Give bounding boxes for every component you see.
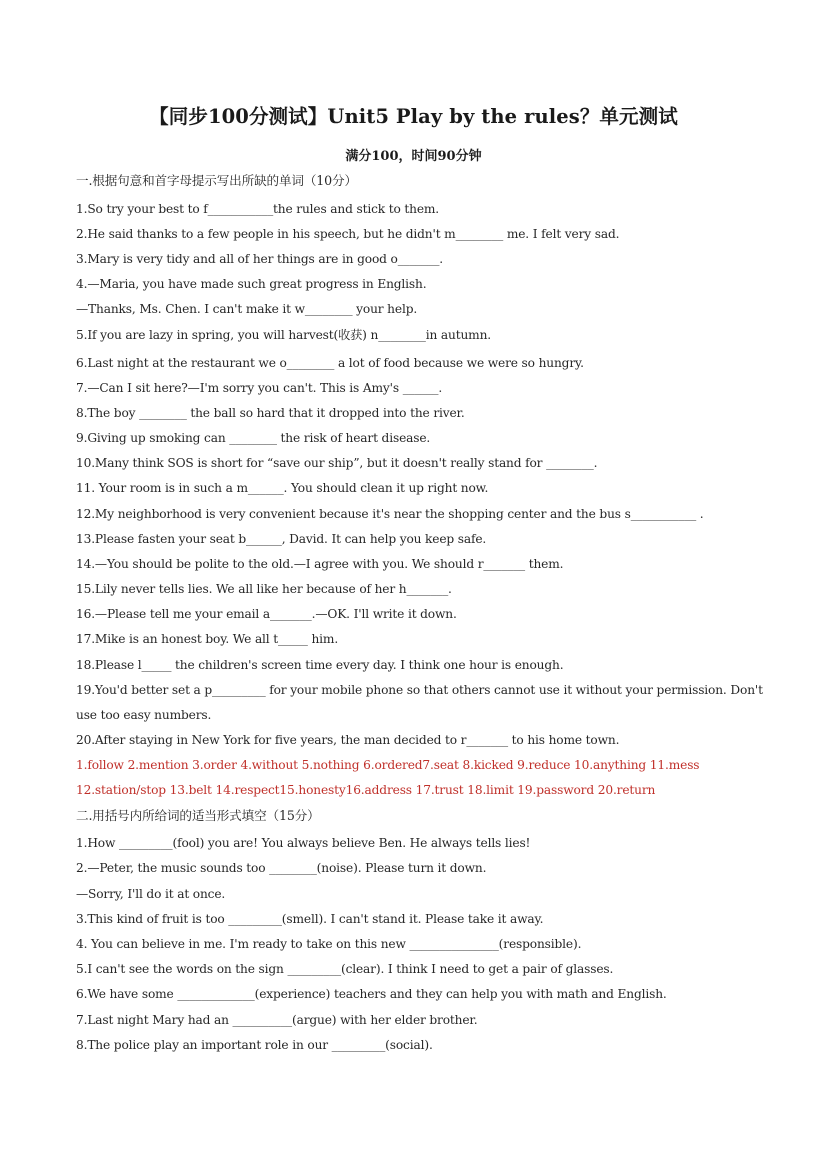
question-line: 16.—Please tell me your email a_______.—OK. I'll write it down. [76, 607, 457, 621]
question-line: 1.How _________(fool) you are! You always believe Ben. He always tells lies! [76, 836, 531, 850]
question-line: 2.He said thanks to a few people in his speech, but he didn't m________ me. I felt very sad. [76, 227, 620, 241]
question-line: 11. Your room is in such a m______. You should clean it up right now. [76, 481, 489, 495]
question-line: 20.After staying in New York for five years, the man decided to r_______ to his home town. [76, 733, 620, 747]
question-line: 7.Last night Mary had an __________(argue) with her elder brother. [76, 1013, 478, 1027]
question-line: 12.My neighborhood is very convenient because it's near the shopping center and the bus s___________ . [76, 507, 704, 521]
question-line: 3.Mary is very tidy and all of her things are in good o_______. [76, 252, 444, 266]
question-line: 18.Please l_____ the children's screen time every day. I think one hour is enough. [76, 658, 564, 672]
question-line: 5.I can't see the words on the sign _________(clear). I think I need to get a pair of glasses. [76, 962, 614, 976]
question-line: 19.You'd better set a p_________ for your mobile phone so that others cannot use it without your permission. Don't [76, 683, 763, 697]
question-line: —Sorry, I'll do it at once. [76, 887, 226, 901]
question-line: —Thanks, Ms. Chen. I can't make it w________ your help. [76, 302, 418, 316]
question-line: 6.We have some _____________(experience) teachers and they can help you with math and English. [76, 987, 667, 1001]
question-line: 4.—Maria, you have made such great progress in English. [76, 277, 427, 291]
question-line: use too easy numbers. [76, 708, 212, 722]
question-line: 15.Lily never tells lies. We all like her because of her h_______. [76, 582, 452, 596]
question-line: 8.The boy ________ the ball so hard that it dropped into the river. [76, 406, 465, 420]
answer-key-line: 12.station/stop 13.belt 14.respect15.honesty16.address 17.trust 18.limit 19.password 20.return [76, 783, 656, 797]
answer-key-line: 1.follow 2.mention 3.order 4.without 5.nothing 6.ordered7.seat 8.kicked 9.reduce 10.anything 11.mess [76, 758, 700, 772]
page-title: 【同步100分测试】Unit5 Play by the rules？单元测试 [149, 105, 678, 128]
question-line: 7.—Can I sit here?—I'm sorry you can't. This is Amy's ______. [76, 381, 443, 395]
question-line: 8.The police play an important role in our _________(social). [76, 1038, 433, 1052]
question-line: 2.—Peter, the music sounds too ________(noise). Please turn it down. [76, 861, 487, 875]
question-line: 14.—You should be polite to the old.—I agree with you. We should r_______ them. [76, 557, 564, 571]
page-subtitle: 满分100，时间90分钟 [345, 149, 482, 164]
question-line: 17.Mike is an honest boy. We all t_____ him. [76, 632, 339, 646]
question-line: 10.Many think SOS is short for “save our ship”, but it doesn't really stand for ________. [76, 456, 598, 470]
section-1-heading: 一.根据句意和首字母提示写出所缺的单词（10分） [76, 173, 357, 188]
question-line: 5.If you are lazy in spring, you will harvest(收获) n________in autumn. [76, 328, 492, 342]
question-line: 1.So try your best to f___________the rules and stick to them. [76, 202, 440, 216]
question-line: 9.Giving up smoking can ________ the risk of heart disease. [76, 431, 431, 445]
question-line: 4. You can believe in me. I'm ready to take on this new _______________(responsible). [76, 937, 582, 951]
question-line: 6.Last night at the restaurant we o________ a lot of food because we were so hungry. [76, 356, 584, 370]
section-2-heading: 二.用括号内所给词的适当形式填空（15分） [76, 808, 320, 823]
question-line: 13.Please fasten your seat b______, David. It can help you keep safe. [76, 532, 487, 546]
question-line: 3.This kind of fruit is too _________(smell). I can't stand it. Please take it away. [76, 912, 544, 926]
